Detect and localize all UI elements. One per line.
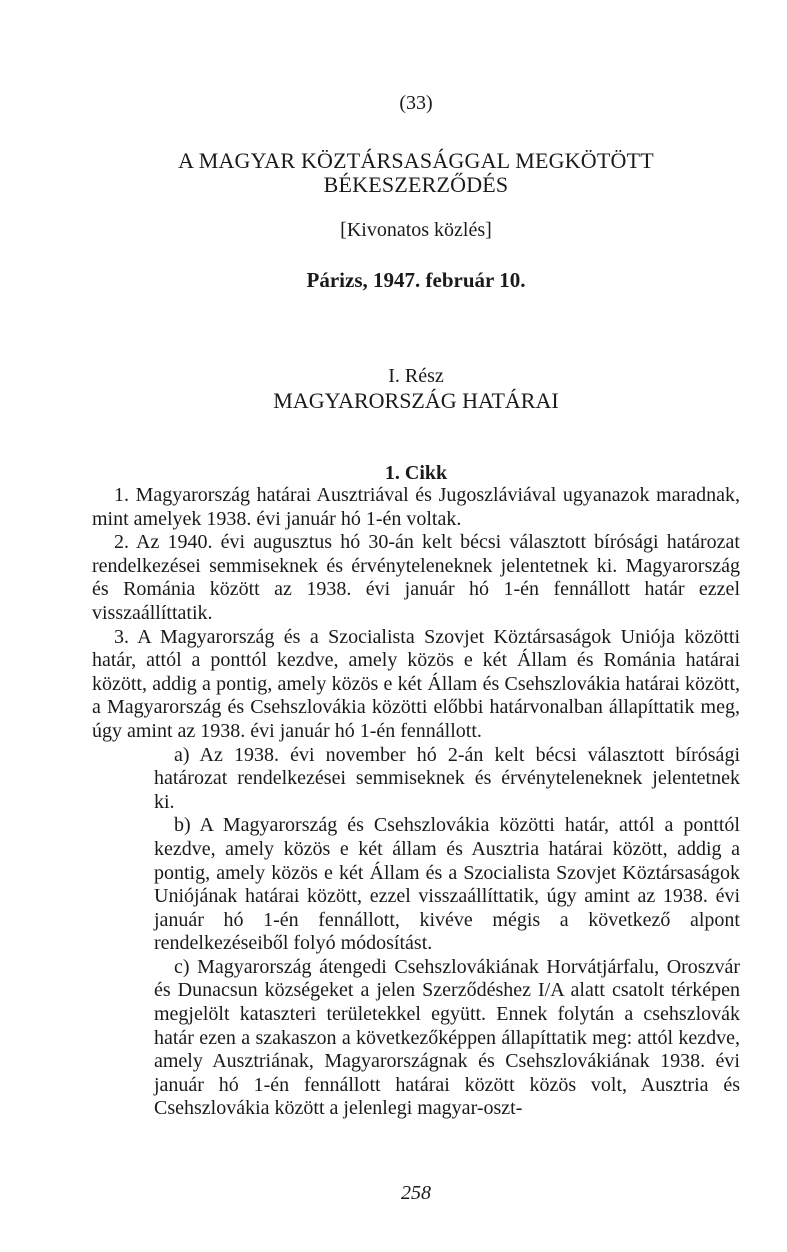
article-body	[92, 484, 740, 1121]
document-title-line-1: A MAGYAR KÖZTÁRSASÁGGAL MEGKÖTÖTT	[178, 148, 654, 173]
dateline: Párizs, 1947. február 10.	[306, 268, 526, 292]
paragraph-3: 3. A Magyarország és a Szocialista Szovjet Köztársaságok Uniója közötti határ, attól a ponttól kezdve, amely közös e két Állam és Románia határai között, addig a pontig, amely közös e két Állam és Csehszlovákia határai között, a Magyarország és Csehszlovákia közötti előbbi határvonalban állapíttatik meg, úgy amint az 1938. évi január hó 1-én fennállott.	[92, 625, 740, 742]
part-title: MAGYARORSZÁG HATÁRAI	[273, 388, 559, 413]
document-subtitle: [Kivonatos közlés]	[340, 219, 492, 241]
paragraph-1: 1. Magyarország határai Ausztriával és Jugoszláviával ugyanazok maradnak, mint amelyek 1938. évi január hó 1-én voltak.	[92, 484, 740, 530]
subparagraph-c: c) Magyarország átengedi Csehszlovákiának Horvátjárfalu, Oroszvár és Dunacsun községeket a jelen Szerződéshez I/A alatt csatolt térképen megjelölt kataszteri területekkel együtt. Ennek folytán a csehszlovák határ ezen a szakaszon a következőképpen állapíttatik meg: attól kezdve, amely Ausztriának, Magyarországnak és Csehszlovákiának 1938. évi január hó 1-én fennállott határai között közös volt, Ausztria és Csehszlovákia között a jelenlegi magyar-oszt-	[154, 955, 740, 1120]
part-label: I. Rész	[388, 365, 444, 387]
document-number: (33)	[399, 92, 433, 114]
document-page	[92, 0, 740, 1252]
subparagraph-a: a) Az 1938. évi november hó 2-án kelt bécsi választott bírósági határozat rendelkezései semmiseknek és érvényteleneknek jelentetnek ki.	[154, 743, 740, 813]
paragraph-2: 2. Az 1940. évi augusztus hó 30-án kelt bécsi választott bírósági határozat rendelkezései semmiseknek és érvényteleneknek jelentetnek ki. Magyarország és Románia között az 1938. évi január hó 1-én fennállott határ ezzel visszaállíttatik.	[92, 531, 740, 624]
subparagraph-b: b) A Magyarország és Csehszlovákia közötti határ, attól a ponttól kezdve, amely közös e két állam és Ausztria határai között, addig a pontig, amely közös e két Állam és a Szocialista Szovjet Köztársaságok Uniójának határai között, ezzel visszaállíttatik, úgy amint az 1938. évi január hó 1-én fennállott, kivéve mégis a következő alpont rendelkezéseiből folyó módosítást.	[154, 814, 740, 955]
article-title: 1. Cikk	[384, 462, 448, 484]
document-title-line-2: BÉKESZERZŐDÉS	[323, 172, 509, 197]
page-number: 258	[401, 1182, 431, 1204]
